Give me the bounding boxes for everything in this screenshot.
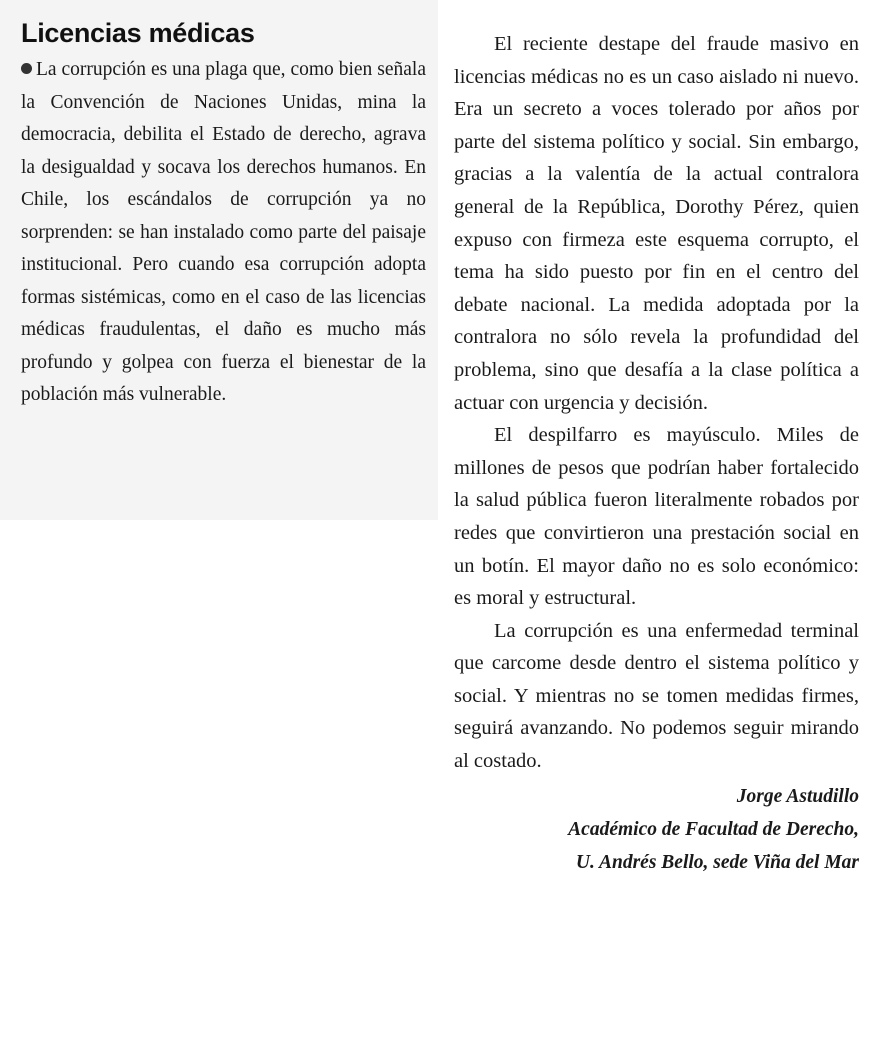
author-role: Académico de Facultad de Derecho, xyxy=(568,818,859,840)
intro-text: La corrupción es una plaga que, como bien señala la Convención de Naciones Unidas, mina la democracia, debilita el Estado de derecho, agrava la desigualdad y socava los derechos humanos. En Chile, los escándalos de corrupción ya no sorprenden: se han instalado como parte del paisaje institucional. Pero cuando esa corrupción adopta formas sistémicas, como en el caso de las licencias médicas fraudulentas, el daño es mucho más profundo y golpea con fuerza el bienestar de la población más vulnerable. xyxy=(21,59,426,405)
letter-paragraph-3: La corrupción es una enfermedad terminal que carcome desde dentro el sistema político y social. Y mientras no se tomen medidas firmes, seguirá avanzando. No podemos seguir mirando al costado. xyxy=(454,619,859,773)
intro-box xyxy=(0,0,438,520)
section-title: Licencias médicas xyxy=(21,18,255,48)
letter-paragraph-2: El despilfarro es mayúsculo. Miles de millones de pesos que podrían haber fortalecido la salud pública fueron literalmente robados por redes que convirtieron una prestación social en un botín. El mayor daño no es solo económico: es moral y estructural. xyxy=(454,424,859,610)
letter-paragraph-1: El reciente destape del fraude masivo en licencias médicas no es un caso aislado ni nuevo. Era un secreto a voces tolerado por años por parte del sistema político y social. Sin embargo, gracias a la valentía de la actual contralora general de la República, Dorothy Pérez, quien expuso con firmeza este esquema corrupto, el tema ha sido puesto por fin en el centro del debate nacional. La medida adoptada por la contralora no sólo revela la profundidad del problema, sino que desafía a la clase política a actuar con urgencia y decisión. xyxy=(454,33,859,414)
letter-body xyxy=(438,0,887,1061)
author-name: Jorge Astudillo xyxy=(736,785,859,807)
signature-block xyxy=(454,780,859,879)
author-affiliation: U. Andrés Bello, sede Viña del Mar xyxy=(575,851,859,873)
intro-paragraph xyxy=(21,54,426,412)
bullet-icon xyxy=(21,63,32,74)
